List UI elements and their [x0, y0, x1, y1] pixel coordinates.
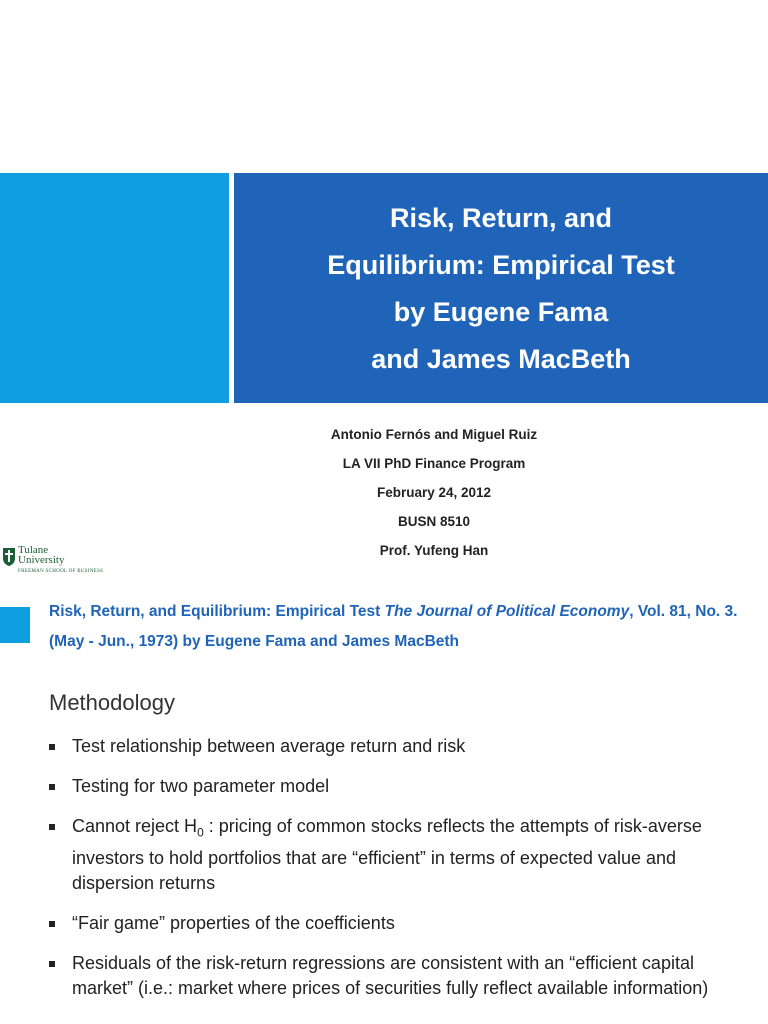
professor: Prof. Yufeng Han: [379, 543, 489, 558]
list-item: “Fair game” properties of the coefficients: [49, 911, 749, 936]
methodology-list: [49, 734, 749, 1016]
program: LA VII PhD Finance Program: [342, 456, 526, 471]
title-line: and James MacBeth: [371, 344, 631, 374]
course: BUSN 8510: [397, 514, 471, 529]
slide-title: [327, 193, 675, 383]
authors: Antonio Fernós and Miguel Ruiz: [330, 427, 538, 442]
citation-part-2: , Vol. 81, No. 3. (May - Jun., 1973) by Eugene Fama and James MacBeth: [49, 603, 738, 650]
title-line: Equilibrium: Empirical Test: [327, 250, 675, 280]
banner-left-block: [0, 173, 229, 403]
list-item: [49, 814, 749, 896]
presentation-meta: [234, 420, 634, 565]
citation: [49, 597, 759, 657]
tulane-logo: [0, 545, 120, 577]
section-title: Methodology: [49, 690, 175, 715]
list-item: Residuals of the risk-return regressions are consistent with an “efficient capital market” (i.e.: market where prices of securities fully reflect available information): [49, 951, 749, 1001]
bullet-text: Cannot reject H: [72, 816, 198, 836]
university-shield-icon: [2, 547, 16, 567]
subscript: 0: [197, 825, 204, 840]
bullet-text-rest: : pricing of common stocks reflects the attempts of risk-averse investors to hold portfolios that are “efficient” in terms of expected value and dispersion returns: [72, 816, 702, 893]
date: February 24, 2012: [376, 485, 492, 500]
title-banner: [234, 173, 768, 403]
title-line: by Eugene Fama: [393, 297, 609, 327]
logo-line-2: University: [18, 554, 65, 566]
logo-line-1: Tulane: [18, 544, 49, 556]
accent-square: [0, 607, 30, 643]
title-line: Risk, Return, and: [389, 203, 613, 233]
citation-journal: The Journal of Political Economy: [384, 603, 630, 620]
logo-line-3: FREEMAN SCHOOL OF BUSINESS: [18, 569, 104, 574]
list-item: Testing for two parameter model: [49, 774, 749, 799]
citation-part-1: Risk, Return, and Equilibrium: Empirical Test: [49, 603, 385, 620]
list-item: Test relationship between average return and risk: [49, 734, 749, 759]
